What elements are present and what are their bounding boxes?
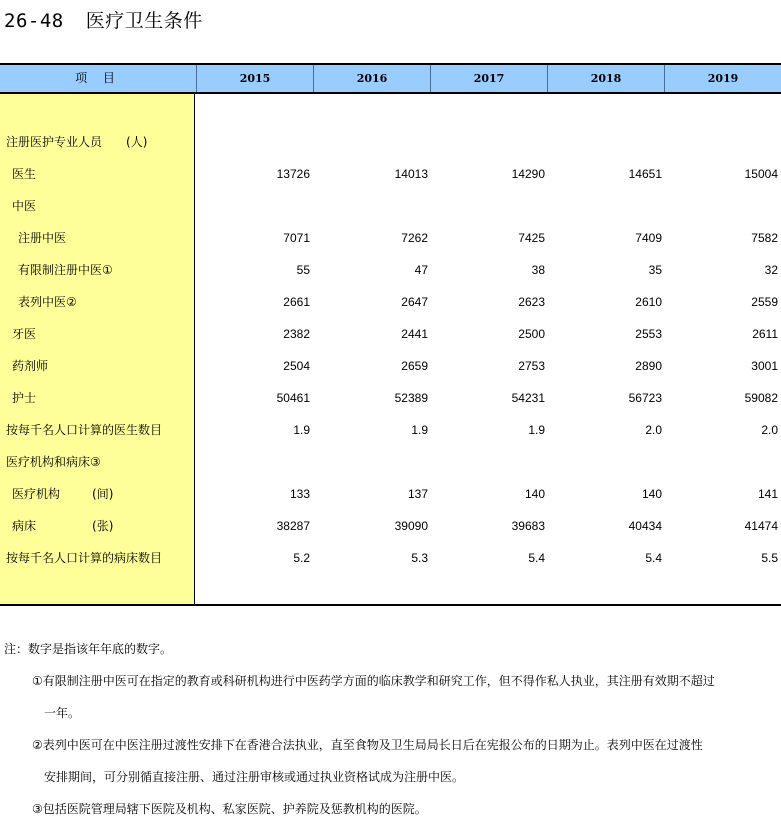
cell-value: 1.9	[293, 423, 310, 437]
cell-value: 2504	[283, 359, 310, 373]
row-label-text: 注册医护专业人员	[6, 135, 103, 149]
table-title: 医疗卫生条件	[85, 10, 203, 32]
row-label	[18, 286, 77, 318]
cell-value: 1.9	[411, 423, 428, 437]
note-2-line-1: ②表列中医可在中医注册过渡性安排下在香港合法执业，直至食物及卫生局局长日后在宪报公布的日期为止。表列中医在过渡性	[32, 738, 703, 752]
row-label	[6, 414, 162, 446]
row-label-text: 牙医	[12, 327, 37, 341]
row-label	[12, 382, 36, 414]
table-header	[0, 63, 781, 94]
cell-value: 1.9	[528, 423, 545, 437]
cell-value: 41474	[744, 519, 778, 533]
table-row	[0, 446, 781, 478]
cell-value: 2382	[283, 327, 310, 341]
table-row	[0, 222, 781, 254]
header-year-2016: 2016	[313, 65, 430, 92]
cell-value: 5.4	[645, 551, 662, 565]
row-label	[18, 254, 113, 286]
row-label-text: 按每千名人口计算的医生数目	[6, 423, 163, 437]
cell-value: 137	[407, 487, 428, 501]
row-label-text: 医疗机构和病床③	[6, 455, 101, 469]
cell-value: 2623	[518, 295, 545, 309]
cell-value: 2559	[751, 295, 778, 309]
row-label-text: 药剂师	[12, 359, 49, 373]
cell-value: 2.0	[645, 423, 662, 437]
cell-value: 54231	[511, 391, 545, 405]
cell-value: 50461	[276, 391, 310, 405]
row-unit: (张)	[92, 519, 114, 533]
header-year-2017: 2017	[430, 65, 547, 92]
cell-value: 2611	[752, 327, 778, 341]
cell-value: 2553	[635, 327, 662, 341]
row-label	[12, 478, 113, 510]
cell-value: 141	[757, 487, 778, 501]
cell-value: 5.5	[761, 551, 778, 565]
row-label-text: 表列中医②	[18, 295, 77, 309]
table-row	[0, 126, 781, 158]
cell-value: 13726	[276, 167, 310, 181]
cell-value: 5.3	[411, 551, 428, 565]
row-label-text: 病床	[12, 519, 37, 533]
cell-value: 7425	[518, 231, 545, 245]
row-label	[6, 542, 162, 574]
cell-value: 2610	[635, 295, 662, 309]
bottom-rule	[0, 604, 781, 606]
cell-value: 3001	[751, 359, 778, 373]
page-title	[4, 6, 203, 33]
table-number: 26-48	[4, 10, 64, 32]
cell-value: 2659	[401, 359, 428, 373]
header-year-2018: 2018	[547, 65, 664, 92]
cell-value: 40434	[628, 519, 662, 533]
row-label	[6, 126, 147, 158]
cell-value: 56723	[628, 391, 662, 405]
cell-value: 2661	[283, 295, 310, 309]
cell-value: 15004	[744, 167, 778, 181]
cell-value: 7582	[751, 231, 778, 245]
cell-value: 35	[648, 263, 662, 277]
cell-value: 2.0	[761, 423, 778, 437]
table-row	[0, 158, 781, 190]
cell-value: 55	[296, 263, 310, 277]
row-label-text: 注册中医	[18, 231, 67, 245]
row-unit: (间)	[92, 487, 114, 501]
table-row	[0, 382, 781, 414]
cell-value: 7262	[401, 231, 428, 245]
row-label-text: 护士	[12, 391, 37, 405]
cell-value: 2441	[401, 327, 428, 341]
cell-value: 140	[524, 487, 545, 501]
table-row	[0, 350, 781, 382]
cell-value: 7071	[283, 231, 310, 245]
note-3: ③包括医院管理局辖下医院及机构、私家医院、护养院及惩教机构的医院。	[32, 802, 427, 816]
note-2-line-2: 安排期间，可分别循直接注册、通过注册审核或通过执业资格试成为注册中医。	[44, 770, 465, 784]
row-label-text: 有限制注册中医①	[18, 263, 113, 277]
cell-value: 14290	[511, 167, 545, 181]
cell-value: 2500	[518, 327, 545, 341]
note-main: 注：数字是指该年年底的数字。	[4, 642, 173, 656]
cell-value: 7409	[635, 231, 662, 245]
cell-value: 14651	[628, 167, 662, 181]
header-year-2019: 2019	[664, 65, 781, 92]
note-1-line-2: 一年。	[44, 706, 81, 720]
cell-value: 39090	[394, 519, 428, 533]
row-label-text: 医疗机构	[12, 487, 61, 501]
cell-value: 47	[414, 263, 428, 277]
table-row	[0, 478, 781, 510]
row-label	[6, 446, 101, 478]
row-label-text: 中医	[12, 199, 37, 213]
table-row	[0, 254, 781, 286]
cell-value: 59082	[744, 391, 778, 405]
cell-value: 5.4	[528, 551, 545, 565]
table-row	[0, 318, 781, 350]
note-1-line-1: ①有限制注册中医可在指定的教育或科研机构进行中医药学方面的临床教学和研究工作，但不得作私人执业，其注册有效期不超过	[32, 674, 715, 688]
cell-value: 38287	[276, 519, 310, 533]
row-unit: (人)	[126, 135, 148, 149]
row-label	[12, 190, 36, 222]
row-label	[18, 222, 66, 254]
data-table	[0, 63, 781, 606]
cell-value: 140	[641, 487, 662, 501]
row-label	[12, 158, 36, 190]
cell-value: 38	[531, 263, 545, 277]
row-label-text: 医生	[12, 167, 37, 181]
cell-value: 32	[764, 263, 778, 277]
cell-value: 2890	[635, 359, 662, 373]
cell-value: 133	[289, 487, 310, 501]
table-row	[0, 190, 781, 222]
table-row	[0, 414, 781, 446]
row-label	[12, 510, 113, 542]
row-label	[12, 318, 36, 350]
header-item: 项 目	[75, 71, 121, 85]
cell-value: 39683	[511, 519, 545, 533]
table-row	[0, 286, 781, 318]
header-year-2015: 2015	[196, 65, 313, 92]
row-label-text: 按每千名人口计算的病床数目	[6, 551, 163, 565]
table-row	[0, 542, 781, 574]
cell-value: 14013	[394, 167, 428, 181]
cell-value: 2753	[518, 359, 545, 373]
cell-value: 5.2	[293, 551, 310, 565]
cell-value: 52389	[394, 391, 428, 405]
table-row	[0, 510, 781, 542]
cell-value: 2647	[401, 295, 428, 309]
row-label	[12, 350, 48, 382]
